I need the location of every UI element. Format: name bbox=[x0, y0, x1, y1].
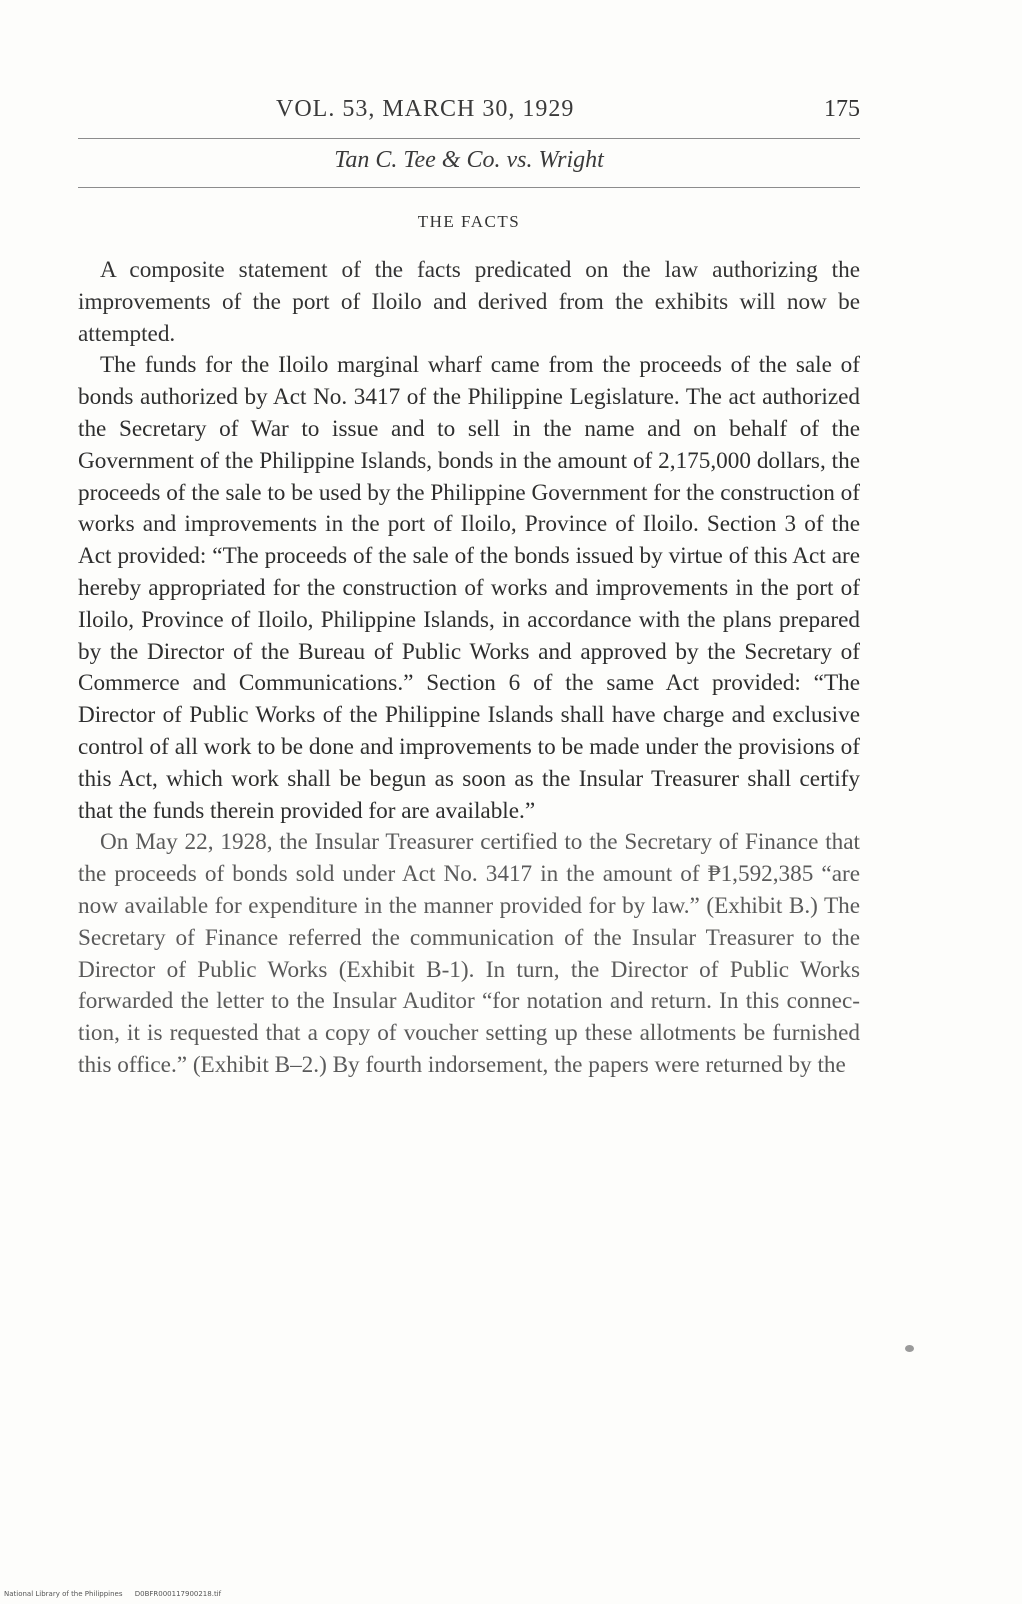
scan-footer bbox=[4, 1590, 231, 1598]
running-head bbox=[78, 96, 860, 130]
paragraph: On May 22, 1928, the Insular Treasurer certified to the Secretary of Finance that the proceeds of bonds sold under Act No. 3417 in the amount of ₱1,592,385 “are now available for expenditure in the manner provided for by law.” (Exhibit B.) The Secretary of Finance referred the communication of the Insular Treasurer to the Director of Public Works (Exhibit B-1). In turn, the Director of Public Works forwarded the letter to the Insular Auditor “for notation and return. In this connection, it is requested that a copy of voucher setting up these allotments be furnished this office.” (Exhibit B–2.) By fourth indorsement, the papers were returned by the bbox=[78, 829, 860, 1078]
header-rule-bottom bbox=[78, 187, 860, 188]
footer-file-id: D0BFR000117900218.tif bbox=[134, 1590, 222, 1598]
scan-speck bbox=[905, 1345, 914, 1352]
paragraph: The funds for the Iloilo marginal wharf came from the proceeds of the sale of bonds authorized by Act No. 3417 of the Philippine Legislature. The act authorized the Secretary of War to issue and to sell in the name and on behalf of the Government of the Philippine Islands, bonds in the amount of 2,175,000 dollars, the proceeds of the sale to be used by the Philippine Government for the construction of works and improvements in the port of Iloilo, Province of Iloilo. Section 3 of the Act provided: “The proceeds of the sale of the bonds issued by virtue of this Act are hereby appropriated for the construction of works and improvements in the port of Iloilo, Province of Iloilo, Philippine Islands, in accordance with the plans prepared by the Director of the Bureau of Public Works and approved by the Secretary of Commerce and Communications.” Section 6 of the same Act provided: “The Director of Public Works of the Philippine Islands shall have charge and exclusive control of all work to be done and improvements to be made under the provisions of this Act, which work shall be begun as soon as the Insular Treasurer shall certify that the funds therein provided for are available.” bbox=[78, 352, 860, 824]
header-rule-top bbox=[78, 138, 860, 139]
footer-source: National Library of the Philippines bbox=[4, 1590, 123, 1598]
page-number: 175 bbox=[824, 96, 860, 122]
running-title: VOL. 53, MARCH 30, 1929 bbox=[276, 96, 575, 122]
case-title: Tan C. Tee & Co. vs. Wright bbox=[334, 147, 604, 173]
section-heading: THE FACTS bbox=[417, 212, 521, 231]
paragraph: A composite statement of the facts predicated on the law authorizing the improvements of the port of Iloilo and derived from the exhibits will now be attempted. bbox=[78, 257, 860, 347]
body-text bbox=[78, 255, 860, 1082]
